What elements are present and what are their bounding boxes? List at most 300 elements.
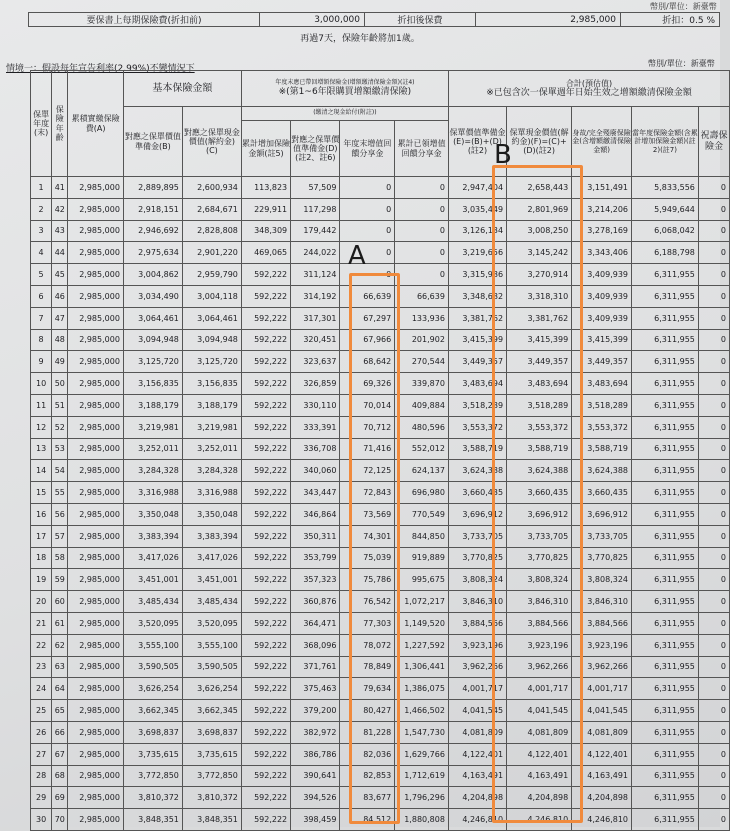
cell-death-benefit: 3,409,939 xyxy=(572,264,632,286)
cell-blessing: 0 xyxy=(698,721,729,743)
cell-year-amount: 6,068,042 xyxy=(632,220,699,242)
cell-death-benefit: 3,923,196 xyxy=(572,634,632,656)
cell-reserve: 3,383,394 xyxy=(123,525,182,547)
cell-year: 22 xyxy=(31,634,52,656)
cell-cum-premium: 2,985,000 xyxy=(68,612,123,634)
cell-total-cash: 3,318,310 xyxy=(507,285,572,307)
cell-total-cash: 3,145,242 xyxy=(507,242,572,264)
cell-inc-reserve: 386,786 xyxy=(291,743,340,765)
cell-year-bonus: 83,677 xyxy=(340,787,395,809)
table-row xyxy=(31,220,730,242)
cell-cum-premium: 2,985,000 xyxy=(68,743,123,765)
cell-total-cash: 3,588,719 xyxy=(507,438,572,460)
cell-death-benefit: 4,163,491 xyxy=(572,765,632,787)
cell-reserve: 3,662,345 xyxy=(123,700,182,722)
cell-age: 67 xyxy=(52,743,68,765)
cell-age: 45 xyxy=(52,264,68,286)
cell-age: 65 xyxy=(52,700,68,722)
cell-year: 5 xyxy=(31,264,52,286)
cell-reserve: 2,975,634 xyxy=(123,242,182,264)
cell-inc-reserve: 360,876 xyxy=(291,591,340,613)
cell-surrender: 3,316,988 xyxy=(182,482,241,504)
cell-total-reserve: 3,315,986 xyxy=(448,264,506,286)
cell-total-reserve: 3,348,682 xyxy=(448,285,506,307)
cell-age: 56 xyxy=(52,503,68,525)
cell-death-benefit: 3,770,825 xyxy=(572,547,632,569)
cell-year-bonus: 71,416 xyxy=(340,438,395,460)
cell-cum-bonus: 770,549 xyxy=(395,503,449,525)
cell-inc-sum: 592,222 xyxy=(241,351,290,373)
cell-inc-sum: 229,911 xyxy=(241,198,290,220)
cell-total-cash: 3,008,250 xyxy=(507,220,572,242)
cell-age: 61 xyxy=(52,612,68,634)
cell-total-cash: 3,660,435 xyxy=(507,482,572,504)
cell-year-amount: 6,311,955 xyxy=(632,525,699,547)
cell-year-amount: 6,311,955 xyxy=(632,351,699,373)
cell-reserve: 3,626,254 xyxy=(123,678,182,700)
cell-inc-sum: 348,309 xyxy=(241,220,290,242)
header-cum-premium: 累積實繳保險費(A) xyxy=(68,71,123,177)
cell-inc-sum: 592,222 xyxy=(241,809,290,831)
cell-cum-premium: 2,985,000 xyxy=(68,242,123,264)
cell-year-bonus: 70,014 xyxy=(340,394,395,416)
table-row xyxy=(31,177,730,199)
cell-cum-bonus: 696,980 xyxy=(395,482,449,504)
cell-death-benefit: 3,660,435 xyxy=(572,482,632,504)
cell-year-bonus: 75,039 xyxy=(340,547,395,569)
header-increase-note: 年度末應已帶回增額保險金(增額繳清保險金額)(註4) xyxy=(275,78,415,86)
cell-death-benefit: 4,001,717 xyxy=(572,678,632,700)
cell-cum-premium: 2,985,000 xyxy=(68,765,123,787)
cell-inc-reserve: 394,526 xyxy=(291,787,340,809)
cell-inc-sum: 592,222 xyxy=(241,438,290,460)
cell-age: 58 xyxy=(52,547,68,569)
cell-total-reserve: 3,696,912 xyxy=(448,503,506,525)
cell-year-bonus: 0 xyxy=(340,220,395,242)
unit-label-2: 幣別/單位：新臺幣 xyxy=(648,59,715,68)
cell-age: 70 xyxy=(52,809,68,831)
scenario-title: 情境一：假設每年宣告利率(2.99%)不變情況下 xyxy=(6,64,195,74)
cell-year: 10 xyxy=(31,373,52,395)
cell-death-benefit: 3,278,169 xyxy=(572,220,632,242)
cell-blessing: 0 xyxy=(698,678,729,700)
cell-reserve: 3,451,001 xyxy=(123,569,182,591)
cell-cum-bonus: 0 xyxy=(395,177,449,199)
cell-blessing: 0 xyxy=(698,460,729,482)
cell-reserve: 3,698,837 xyxy=(123,721,182,743)
premium-label: 要保書上每期保險費(折扣前) xyxy=(29,13,260,27)
cell-cum-premium: 2,985,000 xyxy=(68,285,123,307)
cell-surrender: 2,959,790 xyxy=(182,264,241,286)
cell-year-bonus: 67,966 xyxy=(340,329,395,351)
cell-reserve: 3,188,179 xyxy=(123,394,182,416)
header-death-benefit: 身故/完全殘廢保險金(含增額繳清保險金額) xyxy=(572,107,632,177)
cell-death-benefit: 3,553,372 xyxy=(572,416,632,438)
cell-surrender: 3,735,615 xyxy=(182,743,241,765)
header-cash-note: (繳清之現金給付(附註)) xyxy=(241,107,448,121)
cell-year: 8 xyxy=(31,329,52,351)
header-total-reserve: 保單價值準備金(E)=(B)+(D)(註2) xyxy=(448,107,506,177)
cell-reserve: 3,284,328 xyxy=(123,460,182,482)
cell-death-benefit: 3,409,939 xyxy=(572,307,632,329)
premium-value: 3,000,000 xyxy=(260,13,365,27)
cell-cum-bonus: 409,884 xyxy=(395,394,449,416)
cell-inc-sum: 592,222 xyxy=(241,373,290,395)
cell-year-bonus: 74,301 xyxy=(340,525,395,547)
cell-age: 52 xyxy=(52,416,68,438)
highlight-box-b xyxy=(492,165,583,823)
cell-year-amount: 6,311,955 xyxy=(632,787,699,809)
cell-total-cash: 4,001,717 xyxy=(507,678,572,700)
cell-year-bonus: 82,853 xyxy=(340,765,395,787)
cell-death-benefit: 3,588,719 xyxy=(572,438,632,460)
cell-year: 20 xyxy=(31,591,52,613)
cell-year: 27 xyxy=(31,743,52,765)
cell-surrender: 3,350,048 xyxy=(182,503,241,525)
cell-reserve: 3,156,835 xyxy=(123,373,182,395)
cell-total-cash: 3,553,372 xyxy=(507,416,572,438)
cell-year-amount: 5,833,556 xyxy=(632,177,699,199)
cell-inc-sum: 592,222 xyxy=(241,700,290,722)
cell-death-benefit: 3,214,206 xyxy=(572,198,632,220)
header-inc-sum: 累計增加保險金額(註5) xyxy=(241,121,290,177)
header-year-bonus: 年度末增值回饋分享金 xyxy=(340,121,395,177)
cell-total-reserve: 3,415,399 xyxy=(448,329,506,351)
header-blessing: 祝壽保險金 xyxy=(698,107,729,177)
cell-year-bonus: 66,639 xyxy=(340,285,395,307)
cell-cum-premium: 2,985,000 xyxy=(68,329,123,351)
cell-blessing: 0 xyxy=(698,612,729,634)
cell-year-amount: 6,311,955 xyxy=(632,569,699,591)
cell-inc-sum: 592,222 xyxy=(241,569,290,591)
cell-inc-sum: 592,222 xyxy=(241,460,290,482)
cell-total-cash: 3,483,694 xyxy=(507,373,572,395)
cell-total-reserve: 3,846,310 xyxy=(448,591,506,613)
cell-cum-premium: 2,985,000 xyxy=(68,394,123,416)
cell-total-cash: 3,846,310 xyxy=(507,591,572,613)
cell-year-bonus: 0 xyxy=(340,198,395,220)
cell-inc-reserve: 375,463 xyxy=(291,678,340,700)
cell-total-cash: 3,770,825 xyxy=(507,547,572,569)
mark-label-a: A xyxy=(348,241,366,271)
cell-year: 7 xyxy=(31,307,52,329)
cell-year: 29 xyxy=(31,787,52,809)
cell-year: 2 xyxy=(31,198,52,220)
cell-total-cash: 3,415,399 xyxy=(507,329,572,351)
cell-death-benefit: 3,518,289 xyxy=(572,394,632,416)
cell-total-cash: 4,163,491 xyxy=(507,765,572,787)
cell-inc-reserve: 117,298 xyxy=(291,198,340,220)
cell-total-cash: 4,246,810 xyxy=(507,809,572,831)
cell-cum-bonus: 1,072,217 xyxy=(395,591,449,613)
cell-total-cash: 4,122,401 xyxy=(507,743,572,765)
cell-inc-reserve: 390,641 xyxy=(291,765,340,787)
cell-cum-bonus: 1,306,441 xyxy=(395,656,449,678)
cell-total-reserve: 3,884,566 xyxy=(448,612,506,634)
cell-total-reserve: 2,947,404 xyxy=(448,177,506,199)
cell-inc-reserve: 333,391 xyxy=(291,416,340,438)
cell-cum-bonus: 1,796,296 xyxy=(395,787,449,809)
cell-total-cash: 3,449,357 xyxy=(507,351,572,373)
cell-inc-reserve: 179,442 xyxy=(291,220,340,242)
cell-cum-bonus: 0 xyxy=(395,220,449,242)
cell-year-amount: 6,311,955 xyxy=(632,503,699,525)
cell-inc-reserve: 379,200 xyxy=(291,700,340,722)
header-total: 合計(預估值) xyxy=(565,78,613,88)
cell-year-amount: 6,311,955 xyxy=(632,721,699,743)
cell-cum-premium: 2,985,000 xyxy=(68,721,123,743)
cell-year: 11 xyxy=(31,394,52,416)
cell-total-cash: 3,962,266 xyxy=(507,656,572,678)
cell-reserve: 3,772,850 xyxy=(123,765,182,787)
cell-reserve: 3,034,490 xyxy=(123,285,182,307)
cell-death-benefit: 3,151,491 xyxy=(572,177,632,199)
header-total-note: ※已包含次一保單週年日始生效之增額繳清保險金額 xyxy=(486,87,692,98)
cell-age: 68 xyxy=(52,765,68,787)
cell-surrender: 3,064,461 xyxy=(182,307,241,329)
cell-total-cash: 3,696,912 xyxy=(507,503,572,525)
cell-cum-bonus: 624,137 xyxy=(395,460,449,482)
cell-death-benefit: 4,246,810 xyxy=(572,809,632,831)
cell-total-cash: 3,733,705 xyxy=(507,525,572,547)
cell-year: 15 xyxy=(31,482,52,504)
cell-cum-bonus: 1,386,075 xyxy=(395,678,449,700)
cell-cum-bonus: 0 xyxy=(395,242,449,264)
cell-blessing: 0 xyxy=(698,438,729,460)
cell-blessing: 0 xyxy=(698,525,729,547)
cell-year-amount: 6,311,955 xyxy=(632,591,699,613)
cell-total-reserve: 3,483,694 xyxy=(448,373,506,395)
cell-year-bonus: 0 xyxy=(340,177,395,199)
cell-age: 53 xyxy=(52,438,68,460)
cell-cum-bonus: 1,547,730 xyxy=(395,721,449,743)
cell-total-cash: 3,518,289 xyxy=(507,394,572,416)
cell-inc-reserve: 398,459 xyxy=(291,809,340,831)
cell-year: 1 xyxy=(31,177,52,199)
cell-reserve: 2,889,895 xyxy=(123,177,182,199)
cell-cum-premium: 2,985,000 xyxy=(68,809,123,831)
cell-inc-reserve: 244,022 xyxy=(291,242,340,264)
cell-blessing: 0 xyxy=(698,503,729,525)
cell-cum-bonus: 270,544 xyxy=(395,351,449,373)
header-age: 保險年齡 xyxy=(52,71,68,177)
cell-total-reserve: 4,081,809 xyxy=(448,721,506,743)
cell-inc-sum: 592,222 xyxy=(241,656,290,678)
cell-surrender: 3,252,011 xyxy=(182,438,241,460)
cell-age: 57 xyxy=(52,525,68,547)
cell-age: 42 xyxy=(52,198,68,220)
cell-year-bonus: 82,036 xyxy=(340,743,395,765)
cell-total-cash: 4,081,809 xyxy=(507,721,572,743)
cell-blessing: 0 xyxy=(698,569,729,591)
cell-total-reserve: 3,808,324 xyxy=(448,569,506,591)
cell-age: 43 xyxy=(52,220,68,242)
cell-blessing: 0 xyxy=(698,787,729,809)
cell-total-cash: 4,204,898 xyxy=(507,787,572,809)
discounted-premium-value: 2,985,000 xyxy=(476,13,621,27)
cell-year-amount: 6,311,955 xyxy=(632,765,699,787)
cell-total-reserve: 4,163,491 xyxy=(448,765,506,787)
cell-surrender: 3,810,372 xyxy=(182,787,241,809)
cell-total-reserve: 3,624,388 xyxy=(448,460,506,482)
cell-death-benefit: 4,204,898 xyxy=(572,787,632,809)
cell-surrender: 3,698,837 xyxy=(182,721,241,743)
cell-death-benefit: 3,343,406 xyxy=(572,242,632,264)
cell-inc-reserve: 311,124 xyxy=(291,264,340,286)
cell-blessing: 0 xyxy=(698,242,729,264)
header-surrender: 對應之保單現金價值(解約金)(C) xyxy=(182,107,241,177)
cell-cum-premium: 2,985,000 xyxy=(68,591,123,613)
cell-year-amount: 6,311,955 xyxy=(632,634,699,656)
cell-total-reserve: 3,923,196 xyxy=(448,634,506,656)
cell-year-amount: 6,311,955 xyxy=(632,285,699,307)
cell-year-amount: 6,311,955 xyxy=(632,373,699,395)
mark-label-b: B xyxy=(494,140,512,170)
cell-age: 64 xyxy=(52,678,68,700)
cell-total-reserve: 3,770,825 xyxy=(448,547,506,569)
cell-year-bonus: 69,326 xyxy=(340,373,395,395)
cell-year-bonus: 72,843 xyxy=(340,482,395,504)
cell-reserve: 3,555,100 xyxy=(123,634,182,656)
cell-blessing: 0 xyxy=(698,177,729,199)
cell-death-benefit: 3,696,912 xyxy=(572,503,632,525)
cell-cum-bonus: 66,639 xyxy=(395,285,449,307)
cell-total-cash: 2,801,969 xyxy=(507,198,572,220)
cell-year-bonus: 68,642 xyxy=(340,351,395,373)
cell-cum-bonus: 552,012 xyxy=(395,438,449,460)
cell-blessing: 0 xyxy=(698,220,729,242)
cell-blessing: 0 xyxy=(698,198,729,220)
cell-cum-premium: 2,985,000 xyxy=(68,264,123,286)
cell-surrender: 3,555,100 xyxy=(182,634,241,656)
cell-inc-reserve: 323,637 xyxy=(291,351,340,373)
cell-year: 17 xyxy=(31,525,52,547)
cell-reserve: 3,417,026 xyxy=(123,547,182,569)
cell-year: 19 xyxy=(31,569,52,591)
cell-total-reserve: 3,518,289 xyxy=(448,394,506,416)
cell-year-amount: 6,311,955 xyxy=(632,264,699,286)
cell-reserve: 3,848,351 xyxy=(123,809,182,831)
cell-age: 41 xyxy=(52,177,68,199)
header-total-group xyxy=(448,71,729,107)
header-inc-reserve: 對應之保單價值準備金(D)(註2、註6) xyxy=(291,121,340,177)
cell-total-reserve: 4,001,717 xyxy=(448,678,506,700)
cell-death-benefit: 4,122,401 xyxy=(572,743,632,765)
cell-cum-premium: 2,985,000 xyxy=(68,634,123,656)
cell-cum-premium: 2,985,000 xyxy=(68,373,123,395)
cell-year-amount: 6,311,955 xyxy=(632,329,699,351)
cell-cum-premium: 2,985,000 xyxy=(68,525,123,547)
cell-death-benefit: 3,884,566 xyxy=(572,612,632,634)
cell-total-reserve: 4,246,810 xyxy=(448,809,506,831)
cell-total-reserve: 4,122,401 xyxy=(448,743,506,765)
cell-surrender: 3,451,001 xyxy=(182,569,241,591)
cell-inc-reserve: 364,471 xyxy=(291,612,340,634)
cell-age: 66 xyxy=(52,721,68,743)
cell-surrender: 3,626,254 xyxy=(182,678,241,700)
cell-blessing: 0 xyxy=(698,264,729,286)
cell-surrender: 3,772,850 xyxy=(182,765,241,787)
cell-year-amount: 6,311,955 xyxy=(632,743,699,765)
cell-inc-sum: 592,222 xyxy=(241,787,290,809)
cell-year-amount: 6,311,955 xyxy=(632,656,699,678)
cell-cum-bonus: 1,227,592 xyxy=(395,634,449,656)
cell-reserve: 3,252,011 xyxy=(123,438,182,460)
cell-total-reserve: 3,962,266 xyxy=(448,656,506,678)
cell-death-benefit: 3,962,266 xyxy=(572,656,632,678)
cell-blessing: 0 xyxy=(698,591,729,613)
cell-year-bonus: 0 xyxy=(340,242,395,264)
cell-year: 25 xyxy=(31,700,52,722)
cell-surrender: 3,383,394 xyxy=(182,525,241,547)
cell-total-cash: 3,270,914 xyxy=(507,264,572,286)
cell-blessing: 0 xyxy=(698,373,729,395)
cell-cum-premium: 2,985,000 xyxy=(68,569,123,591)
cell-year-amount: 6,188,798 xyxy=(632,242,699,264)
cell-surrender: 3,188,179 xyxy=(182,394,241,416)
cell-inc-reserve: 320,451 xyxy=(291,329,340,351)
cell-year-amount: 6,311,955 xyxy=(632,482,699,504)
discount-label: 折扣：0.5 % xyxy=(621,13,720,27)
cell-inc-sum: 592,222 xyxy=(241,678,290,700)
cell-surrender: 3,125,720 xyxy=(182,351,241,373)
cell-reserve: 3,316,988 xyxy=(123,482,182,504)
cell-surrender: 3,284,328 xyxy=(182,460,241,482)
cell-inc-sum: 592,222 xyxy=(241,329,290,351)
cell-age: 59 xyxy=(52,569,68,591)
cell-inc-sum: 592,222 xyxy=(241,285,290,307)
cell-year-bonus: 76,542 xyxy=(340,591,395,613)
cell-age: 46 xyxy=(52,285,68,307)
cell-year-amount: 6,311,955 xyxy=(632,678,699,700)
cell-blessing: 0 xyxy=(698,700,729,722)
cell-total-reserve: 3,381,762 xyxy=(448,307,506,329)
cell-cum-premium: 2,985,000 xyxy=(68,547,123,569)
cell-inc-reserve: 317,301 xyxy=(291,307,340,329)
cell-year: 9 xyxy=(31,351,52,373)
cell-surrender: 3,156,835 xyxy=(182,373,241,395)
cell-cum-premium: 2,985,000 xyxy=(68,198,123,220)
cell-inc-sum: 592,222 xyxy=(241,525,290,547)
cell-reserve: 3,219,981 xyxy=(123,416,182,438)
header-increase-title: ※(第1~6年限購買增額繳清保險) xyxy=(278,86,412,97)
cell-blessing: 0 xyxy=(698,656,729,678)
cell-surrender: 3,417,026 xyxy=(182,547,241,569)
cell-total-reserve: 4,204,898 xyxy=(448,787,506,809)
cell-year: 18 xyxy=(31,547,52,569)
cell-cum-premium: 2,985,000 xyxy=(68,177,123,199)
cell-year-bonus: 72,125 xyxy=(340,460,395,482)
cell-inc-sum: 592,222 xyxy=(241,416,290,438)
cell-cum-premium: 2,985,000 xyxy=(68,787,123,809)
cell-year-bonus: 78,072 xyxy=(340,634,395,656)
cell-total-reserve: 3,588,719 xyxy=(448,438,506,460)
cell-year: 21 xyxy=(31,612,52,634)
header-total-cash: 保單現金價值(解約金)(F)=(C)+(D)(註2) xyxy=(507,107,572,177)
cell-total-reserve: 3,553,372 xyxy=(448,416,506,438)
header-year: 保單年度(末) xyxy=(31,71,52,177)
header-increase-group xyxy=(241,71,448,107)
cell-year: 14 xyxy=(31,460,52,482)
cell-inc-reserve: 340,060 xyxy=(291,460,340,482)
header-year-amount: 當年度保險金額(含累計增加保險金額)(註2)(註7) xyxy=(632,107,699,177)
cell-cum-bonus: 844,850 xyxy=(395,525,449,547)
cell-age: 60 xyxy=(52,591,68,613)
cell-reserve: 3,064,461 xyxy=(123,307,182,329)
cell-cum-premium: 2,985,000 xyxy=(68,220,123,242)
cell-cum-bonus: 1,712,619 xyxy=(395,765,449,787)
cell-age: 50 xyxy=(52,373,68,395)
